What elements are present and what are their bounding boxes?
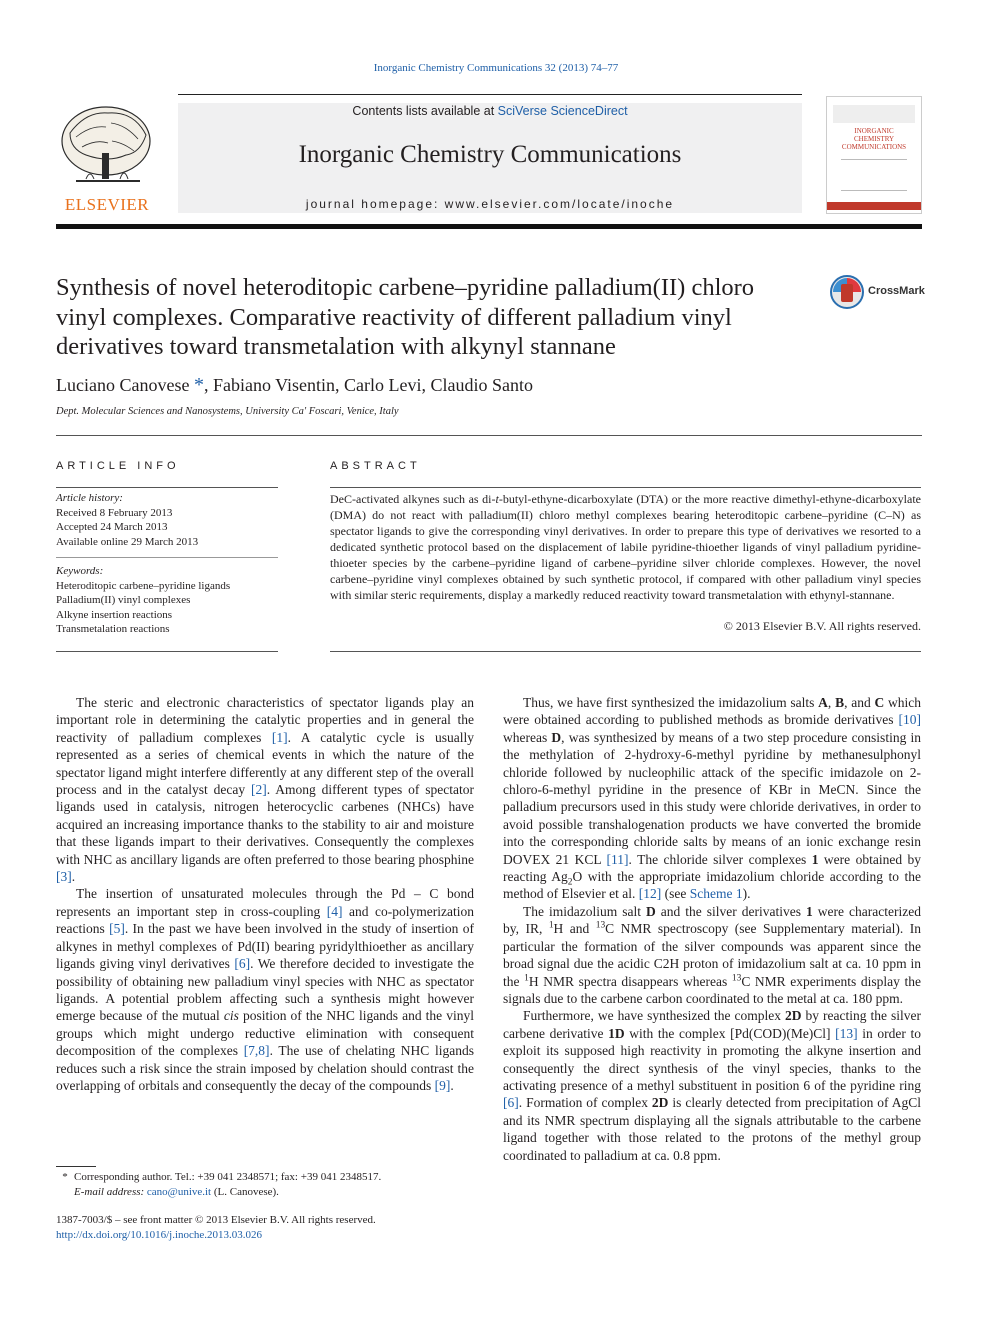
history-item: Accepted 24 March 2013: [56, 521, 168, 533]
text-run: . We therefore decided to investigate the possibility of obtaining new palladium vinyl species with NHC as spectator ligands. A potential problem affecting such a synthesis might however emerge because of the mutual: [56, 956, 474, 1024]
text-run: , was synthesized by means of a two step procedure consisting in the methylation of 2-hydroxy-6-methyl pyridine by methanesulphonyl chloride followed by nucleophilic attack of the specific imidazole on 2-chloro-6-methyl pyridine in the presence of KBr in MeCN. Since the palladium precursors used in this study were chloride derivatives, in order to avoid possible transhalogenation products we have converted the bromide into the corresponding chloride salts by means of an ionic exchange resin DOVEX 21 KCL: [503, 729, 922, 867]
text-run: Furthermore, we have synthesized the complex: [523, 1008, 786, 1024]
body-paragraph: [503, 694, 921, 903]
article-history: [56, 491, 278, 549]
header-top-rule: [178, 94, 802, 95]
text-run: is clearly detected from precipitation of AgCl and its NMR spectrum displaying all the signals attributable to the carbene ligand together with those related to the protons of the methyl group coordinated to palladium at ca. 0.8 ppm.: [503, 1095, 922, 1163]
citation-link[interactable]: [3]: [56, 869, 72, 885]
compound-label: 1D: [608, 1025, 625, 1041]
text-run: C NMR spectroscopy (see Supplementary material). In particular the formation of the silver compounds was apparent since the broad signal due the acidic C2H proton of imidazolium salt at ca. 10 ppm in the: [503, 921, 922, 989]
cover-title: [827, 127, 921, 151]
article-info-bottom-rule: [56, 651, 278, 652]
front-matter: [56, 1213, 474, 1243]
abstract-text-part: DeC-activated alkynes such as di-: [330, 492, 496, 506]
affiliation: Dept. Molecular Sciences and Nanosystems, University Ca' Foscari, Venice, Italy: [56, 406, 399, 417]
text-run: and the silver derivatives: [655, 903, 807, 919]
text-run: The steric and electronic characteristics of spectator ligands play an important role in determining the catalytic properties and in general the reactivity of palladium complexes: [56, 695, 474, 745]
text-run: which were obtained according to published methods as bromide derivatives: [503, 695, 921, 728]
compound-label: D: [646, 903, 656, 919]
scheme-link[interactable]: Scheme 1: [689, 886, 743, 902]
history-item: Available online 29 March 2013: [56, 535, 199, 548]
corresponding-author-star[interactable]: *: [193, 374, 204, 396]
keyword-item: Palladium(II) vinyl complexes: [56, 594, 191, 606]
crossmark-label: CrossMark: [868, 285, 925, 297]
text-run: in order to exploit its supposed high reactivity in promoting the alkyne insertion and consequently the direct synthesis of the vinyl species, thanks to the activating presence of a methyl substituent in position 6 of the pyridine ring: [503, 1025, 921, 1093]
text-run: ).: [742, 886, 751, 902]
compound-label: A: [818, 695, 828, 710]
text-run: H NMR spectra disappears whereas: [528, 973, 732, 989]
citation-link[interactable]: [12]: [638, 886, 662, 902]
cover-title-line: CHEMISTRY: [853, 135, 895, 143]
text-run: . Among different types of spectator ligands used in catalysis, nitrogen heterocyclic carbenes (NHCs) have acquired an increasing importance thanks to the stability to air and moisture that these ligands impart to their derivatives. Consequently the complexes with NHC as ancillary ligands are often preferred to those bearing phosphine: [56, 782, 475, 867]
keyword-item: Alkyne insertion reactions: [56, 608, 173, 621]
text-run: were characterized by, IR,: [503, 903, 921, 937]
body-column-left: [56, 694, 474, 1094]
body-paragraph: [503, 903, 921, 1007]
article-info-rule: [56, 487, 278, 488]
text-run: C NMR experiments display the signals due to the carbene carbon coordinated to the metal at ca. 180 ppm.: [503, 973, 922, 1006]
footnote-corresponding: [56, 1170, 474, 1185]
body-paragraph: [503, 1007, 921, 1164]
text-run: were obtained by reacting Ag: [503, 851, 921, 885]
citation-link[interactable]: [6]: [234, 956, 251, 972]
abstract-heading: ABSTRACT: [330, 460, 421, 472]
citation-link[interactable]: [9]: [434, 1077, 451, 1093]
journal-reference[interactable]: Inorganic Chemistry Communications 32 (2013) 74–77: [373, 62, 619, 74]
citation-link[interactable]: [6]: [503, 1095, 519, 1111]
text-run: . In the past we have been involved in the study of insertion of alkynes in methyl complexes of Pd(II) bearing pyridylthioether as ancillary ligands giving vinyl derivatives: [56, 921, 475, 972]
compound-label: 1: [806, 903, 813, 919]
abstract-bottom-rule: [330, 651, 921, 652]
contents-line: [178, 104, 802, 118]
superscript: 13: [595, 920, 606, 931]
body-column-right: [503, 694, 921, 1164]
text-run: (see: [661, 886, 690, 902]
sciencedirect-link[interactable]: SciVerse ScienceDirect: [497, 104, 628, 118]
email-suffix: (L. Canovese).: [211, 1186, 279, 1198]
footnote-email: [56, 1185, 474, 1200]
subscript: 2: [567, 877, 573, 888]
keywords-label: Keywords:: [56, 565, 104, 577]
crossmark-icon: [830, 275, 864, 309]
history-item: Received 8 February 2013: [56, 506, 173, 519]
superscript: 1: [524, 973, 529, 983]
citation-link[interactable]: [13]: [835, 1025, 858, 1041]
email-link[interactable]: cano@unive.it: [146, 1186, 212, 1198]
footnote: [56, 1170, 474, 1200]
history-label: Article history:: [56, 492, 123, 504]
body-paragraph: [56, 885, 474, 1094]
citation-link[interactable]: [2]: [251, 782, 267, 798]
contents-prefix: Contents lists available at: [352, 104, 498, 118]
author-rest: , Fabiano Visentin, Carlo Levi, Claudio Santo: [203, 375, 534, 395]
text-run: . Formation of complex: [518, 1095, 652, 1111]
cover-top-band: [833, 105, 915, 123]
authors: [56, 374, 533, 397]
abstract-text-part: t: [495, 492, 499, 506]
text-run: position of the NHC ligands and the vinyl groups which might undergo reductive elimination with consequent decomposition of the complexes: [56, 1008, 475, 1059]
crossmark-badge[interactable]: [830, 275, 925, 309]
text-run: . The use of chelating NHC ligands reduces such a risk since the strain imposed by chelation should contrast the overlapping of orbitals and consequently the decay of the compounds: [56, 1043, 474, 1093]
footnote-text: Corresponding author. Tel.: +39 041 2348571; fax: +39 041 2348517.: [74, 1171, 382, 1183]
text-run: cis: [223, 1008, 239, 1024]
keyword-item: Transmetalation reactions: [56, 623, 170, 635]
compound-label: C: [874, 695, 885, 710]
text-run: with the complex [Pd(COD)(Me)Cl]: [624, 1025, 836, 1041]
footnote-star: *: [62, 1171, 68, 1183]
superscript: 13: [731, 973, 742, 983]
keywords-rule: [56, 557, 278, 558]
text-run: The imidazolium salt: [523, 903, 647, 919]
text-run: and co-polymerization reactions: [56, 903, 474, 937]
text-run: . A catalytic cycle is usually represented as a series of chemical events in which the nature of the spectator ligand might interfere differently at any different step of the overall process and in the catalyst decay: [56, 729, 474, 798]
affiliation-rule: [56, 435, 922, 436]
footnote-rule: [56, 1166, 96, 1167]
text-run: O with the appropriate imidazolium chloride according to the method of Elsevier et al.: [503, 869, 921, 902]
text-run: ,: [827, 695, 836, 710]
body-paragraph: [56, 694, 474, 885]
cover-bottom-band: [827, 202, 921, 210]
keyword-item: Heteroditopic carbene–pyridine ligands: [56, 579, 231, 592]
journal-cover[interactable]: [826, 96, 922, 214]
publisher-name: ELSEVIER: [64, 195, 150, 214]
citation-link[interactable]: [7,8]: [243, 1043, 270, 1059]
abstract-text: [330, 491, 921, 603]
text-run: H and: [553, 921, 596, 937]
citation-link[interactable]: [11]: [606, 851, 629, 867]
citation-link[interactable]: [4]: [326, 903, 343, 919]
text-run: Thus, we have first synthesized the imidazolium salts: [523, 695, 819, 710]
keywords: [56, 564, 278, 637]
article-info-heading: ARTICLE INFO: [56, 460, 180, 472]
compound-label: B: [835, 695, 845, 710]
text-run: The insertion of unsaturated molecules through the Pd – C bond represents an important step in cross-coupling: [56, 886, 474, 919]
text-run: by reacting the silver carbene derivative: [503, 1008, 921, 1041]
compound-label: 1: [811, 851, 819, 867]
journal-homepage[interactable]: journal homepage: www.elsevier.com/locate/inoche: [305, 197, 675, 211]
email-label: E-mail address:: [74, 1186, 145, 1198]
citation-link[interactable]: [1]: [271, 729, 288, 745]
text-run: . The chloride silver complexes: [628, 851, 812, 867]
text-run: , and: [844, 695, 875, 710]
doi-link[interactable]: http://dx.doi.org/10.1016/j.inoche.2013.03.026: [56, 1229, 263, 1241]
cover-body: [841, 159, 907, 191]
journal-title: Inorganic Chemistry Communications: [298, 141, 682, 168]
text-run: .: [71, 869, 76, 885]
abstract-rule: [330, 487, 921, 488]
abstract-text-part: -butyl-ethyne-dicarboxylate (DTA) or the more reactive dimethyl-ethyne-dicarboxylate (DMA) do not react with palladium(II) chloro methyl complexes bearing heteroditopic carbene–pyridine (C–N) as spectator ligands to give the corresponding vinyl derivatives. In order to prepare this type of derivatives we resorted to a dedicated synthetic protocol based on the displacement of labile pyridine-thioether ligands of vinyl palladium pyridine-thioeter species by the carbene–pyridine ligand of carbene–pyridine silver chloride complexes. However, the novel carbene–pyridine vinyl complexes obtained by such synthetic protocol, if compared with other palladium vinyl species with similar steric requirements, display a markedly reduced reactivity toward transmetalation with ethynyl-stannane.: [330, 492, 921, 602]
front-matter-text: 1387-7003/$ – see front matter © 2013 Elsevier B.V. All rights reserved.: [56, 1214, 376, 1226]
compound-label: 2D: [785, 1008, 802, 1024]
superscript: 1: [548, 920, 554, 931]
cover-title-line: INORGANIC: [854, 127, 894, 135]
header-rule: [56, 224, 922, 229]
cover-title-line: COMMUNICATIONS: [841, 143, 907, 151]
text-run: .: [450, 1077, 454, 1093]
citation-link[interactable]: [10]: [898, 712, 921, 728]
compound-label: D: [551, 729, 562, 745]
text-run: whereas: [503, 729, 552, 745]
compound-label: 2D: [651, 1095, 669, 1111]
article-title: Synthesis of novel heteroditopic carbene–pyridine palladium(II) chloro vinyl complexes. Comparative reactivity of different palladium vinyl derivatives toward transmetalation with alkynyl stannane: [56, 274, 755, 360]
citation-link[interactable]: [5]: [109, 921, 125, 937]
copyright: © 2013 Elsevier B.V. All rights reserved.: [723, 619, 921, 633]
author-first: Luciano Canovese: [56, 375, 190, 395]
